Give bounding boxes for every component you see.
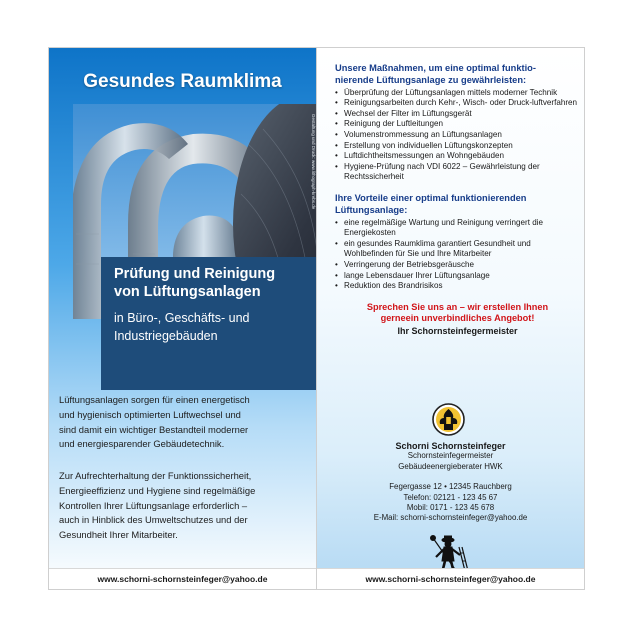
maintenance-line: auch in Hinblick des Umweltschutzes und der (59, 514, 248, 526)
cta-line: Sprechen Sie uns an – wir erstellen Ihnen (366, 301, 549, 312)
list-item: • Erstellung von individuellen Lüftungskonzepten (335, 141, 580, 152)
measures-heading (335, 63, 580, 87)
list-item: • Hygiene-Prüfung nach VDI 6022 – Gewährleistung der Rechtssicherheit (335, 162, 580, 183)
headline-line-1: Prüfung und Reinigung (114, 266, 276, 282)
subheadline-line-1: in Büro-, Geschäfts- und (114, 311, 250, 325)
measures-list (335, 88, 580, 183)
email: E-Mail: schorni-schornsteinfeger@yahoo.de (373, 513, 528, 523)
role-line: Schornsteinfegermeister (407, 451, 494, 461)
measures-heading-line: Unsere Maßnahmen, um eine optimal funktio- (335, 63, 536, 73)
chimney-sweep-guild-emblem-icon (432, 403, 465, 436)
list-item: • Reduktion des Brandrisikos (335, 281, 580, 292)
list-item: • eine regelmäßige Wartung und Reinigung verringert die Energiekosten (335, 218, 580, 239)
list-item: • Volumenstrommessung an Lüftungsanlagen (335, 130, 580, 141)
list-item: • ein gesundes Raumklima garantiert Gesundheit und Wohlbefinden für Sie und Ihre Mitarbeiter (335, 239, 580, 260)
list-item: • Luftdichtheitsmessungen an Wohngebäuden (335, 151, 580, 162)
flyer-back-panel (316, 47, 585, 590)
footer-email: www.schorni-schornsteinfeger@yahoo.de (317, 568, 584, 589)
headline-line-2: von Lüftungsanlagen (114, 284, 261, 300)
address: Fegergasse 12 • 12345 Rauchberg (389, 482, 512, 492)
photo-credit: Gestaltung und Druck: www.lithograph-krebs.de (311, 114, 316, 210)
call-to-action (335, 302, 580, 325)
intro-line: sind damit ein wichtiger Bestandteil moderner (59, 423, 249, 435)
contact-block (317, 441, 584, 524)
intro-line: Lüftungsanlagen sorgen für einen energetisch (59, 394, 250, 405)
intro-line: und hygienisch optimierten Luftwechsel und (59, 408, 241, 420)
list-item: • lange Lebensdauer Ihrer Lüftungsanlage (335, 271, 580, 282)
maintenance-line: Energieeffizienz und Hygiene sind regelmäßige (59, 484, 256, 496)
benefits-list (335, 218, 580, 292)
list-item: • Verringerung der Betriebsgeräusche (335, 260, 580, 271)
signature: Ihr Schornsteinfegermeister (397, 325, 518, 336)
measures-section (335, 63, 580, 336)
benefits-heading-line: Lüftungsanlage: (335, 204, 408, 215)
maintenance-line: Gesundheit Ihrer Mitarbeiter. (59, 529, 178, 541)
cta-line: gerneein unverbindliches Angebot! (380, 313, 535, 324)
list-item: • Reinigungsarbeiten durch Kehr-, Wisch- oder Druck-luftverfahren (335, 98, 580, 109)
headline-box (101, 257, 317, 390)
maintenance-line: Kontrollen Ihrer Lüftungsanlage erforderlich – (59, 499, 248, 511)
footer-email: www.schorni-schornsteinfeger@yahoo.de (49, 568, 316, 589)
flyer-title: Gesundes Raumklima (83, 71, 282, 92)
maintenance-paragraph (59, 469, 309, 543)
list-item: • Überprüfung der Lüftungsanlagen mittels moderner Technik (335, 88, 580, 99)
company-name: Schorni Schornsteinfeger (395, 441, 506, 451)
mobile: Mobil: 0171 - 123 45 678 (406, 503, 495, 513)
list-item: • Wechsel der Filter im Lüftungsgerät (335, 109, 580, 120)
subheadline-line-2: Industriegebäuden (114, 329, 218, 343)
maintenance-line: Zur Aufrechterhaltung der Funktionssicherheit, (59, 470, 252, 481)
benefits-heading (335, 193, 580, 217)
benefits-heading-line: Ihre Vorteile einer optimal funktionierenden (335, 192, 527, 203)
intro-line: und energiesparender Gebäudetechnik. (59, 438, 225, 450)
list-item: • Reinigung der Luftleitungen (335, 119, 580, 130)
intro-paragraph (59, 393, 309, 452)
phone: Telefon: 02121 - 123 45 67 (403, 492, 498, 502)
measures-heading-line: nierende Lüftungsanlage zu gewährleisten: (335, 74, 527, 85)
role-line: Gebäudeenergieberater HWK (398, 461, 503, 471)
flyer-front-panel (48, 47, 317, 590)
